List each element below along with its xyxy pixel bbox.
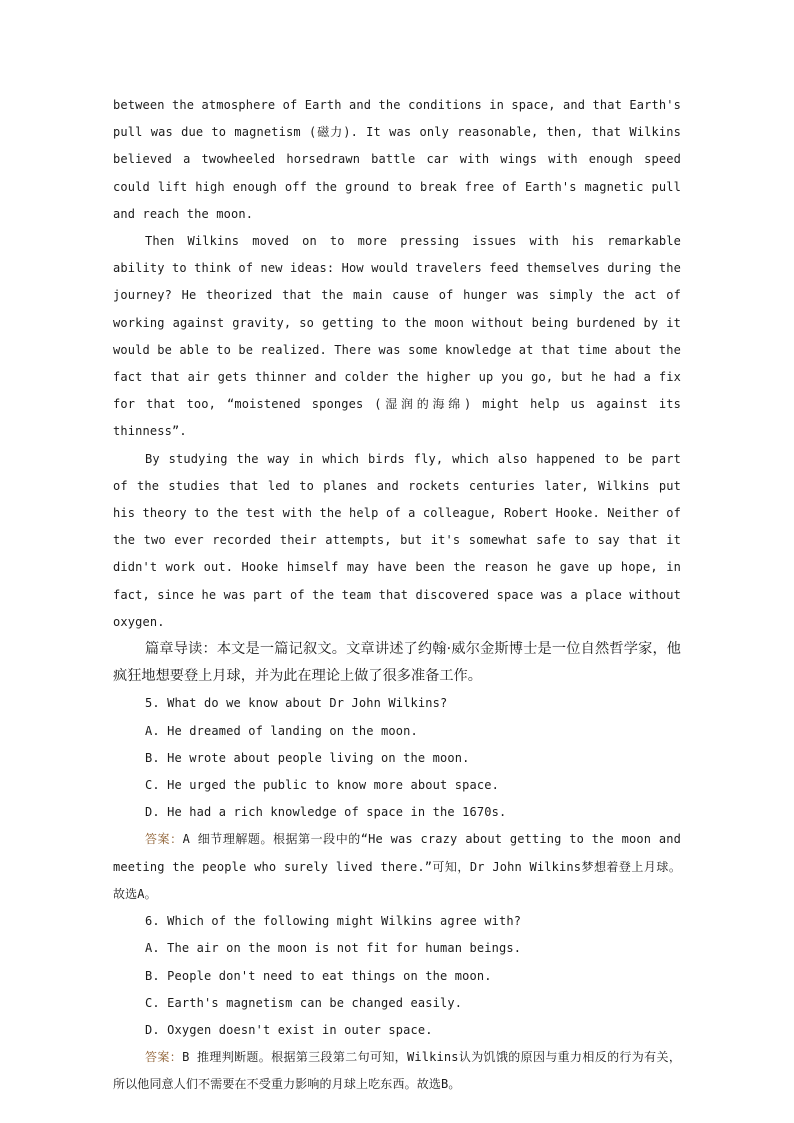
passage-paragraph-3: By studying the way in which birds fly, which also happened to be part of the studies that led to planes and rockets centuries later, Wilkins put his theory to the test with the help of a colleague, Robert Hooke. Neither of the two ever recorded their attempts, but it's somewhat safe to say that it didn't work out. Hooke himself may have been the reason he gave up hope, in fact, since he was part of the team that discovered space was a place without oxygen. xyxy=(113,451,681,629)
question-5-option-a: A. He dreamed of landing on the moon. xyxy=(145,723,418,738)
answer-label: 答案： xyxy=(145,832,183,847)
question-5-answer xyxy=(113,826,681,908)
answer-label: 答案： xyxy=(145,1050,183,1065)
question-6-option-b: B. People don't need to eat things on the moon. xyxy=(145,968,492,983)
question-6-stem: 6. Which of the following might Wilkins agree with? xyxy=(145,914,522,929)
passage-guide: 篇章导读：本文是一篇记叙文。文章讲述了约翰·威尔金斯博士是一位自然哲学家，他疯狂地想要登上月球，并为此在理论上做了很多准备工作。 xyxy=(113,641,681,685)
question-5-option-b: B. He wrote about people living on the moon. xyxy=(145,750,470,765)
passage-paragraph-2: Then Wilkins moved on to more pressing issues with his remarkable ability to think of new ideas: How would travelers feed themselves during the journey? He theorized that the main cause of hunger was simply the act of working against gravity, so getting to the moon without being burdened by it would be able to be realized. There was some knowledge at that time about the fact that air gets thinner and colder the higher up you go, but he had a fix for that too, “moistened sponges (湿润的海绵) might help us against its thinness”. xyxy=(113,234,681,439)
answer-explanation: A 细节理解题。根据第一段中的“He was crazy about getting to the moon and meeting the people who surely lived there.”可知，Dr John Wilkins梦想着登上月球。故选A。 xyxy=(113,832,681,901)
question-6-answer xyxy=(113,1044,681,1098)
answer-explanation: B 推理判断题。根据第三段第二句可知，Wilkins认为饥饿的原因与重力相反的行为有关，所以他同意人们不需要在不受重力影响的月球上吃东西。故选B。 xyxy=(113,1050,681,1092)
question-5-stem: 5. What do we know about Dr John Wilkins? xyxy=(145,696,448,711)
question-6-option-a: A. The air on the moon is not fit for human beings. xyxy=(145,941,522,956)
question-6-option-c: C. Earth's magnetism can be changed easily. xyxy=(145,995,463,1010)
question-5-option-d: D. He had a rich knowledge of space in the 1670s. xyxy=(145,805,507,820)
question-6-option-d: D. Oxygen doesn't exist in outer space. xyxy=(145,1022,433,1037)
question-5-option-c: C. He urged the public to know more about space. xyxy=(145,778,499,793)
passage-paragraph-1: between the atmosphere of Earth and the conditions in space, and that Earth's pull was due to magnetism (磁力). It was only reasonable, then, that Wilkins believed a twowheeled horsedrawn battle car with wings with enough speed could lift high enough off the ground to break free of Earth's magnetic pull and reach the moon. xyxy=(113,98,681,221)
document-page xyxy=(113,92,681,1099)
